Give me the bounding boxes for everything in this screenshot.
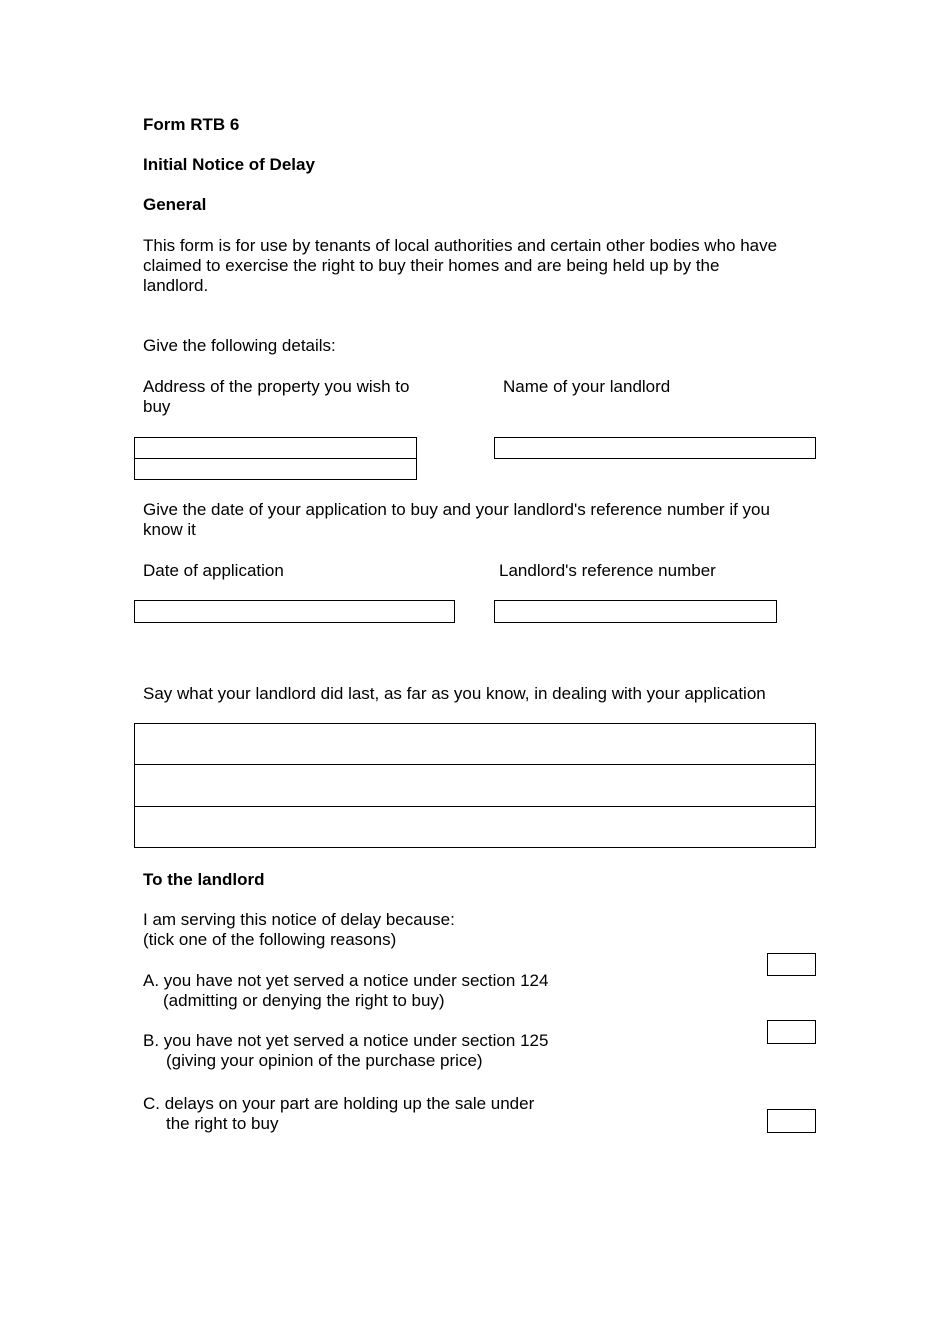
address-field-line-2[interactable]	[134, 458, 417, 480]
reason-b-checkbox[interactable]	[767, 1020, 816, 1044]
address-label-line: Address of the property you wish to	[143, 377, 410, 396]
landlord-name-label: Name of your landlord	[503, 377, 671, 396]
reference-label: Landlord's reference number	[499, 561, 716, 580]
address-label	[143, 377, 409, 417]
application-instruction-line: know it	[143, 520, 196, 539]
reference-field[interactable]	[494, 600, 777, 623]
address-label-line: buy	[143, 397, 171, 416]
to-landlord-heading: To the landlord	[143, 870, 265, 889]
details-instruction: Give the following details:	[143, 336, 336, 355]
reason-a	[143, 971, 548, 1011]
reason-c	[143, 1094, 534, 1134]
form-subtitle: Initial Notice of Delay	[143, 155, 315, 174]
reason-b-line-2: (giving your opinion of the purchase price)	[166, 1051, 483, 1070]
serving-statement	[143, 910, 455, 950]
intro-line: This form is for use by tenants of local authorities and certain other bodies who have	[143, 236, 778, 255]
intro-paragraph	[143, 236, 777, 296]
application-instruction	[143, 500, 770, 540]
landlord-name-field[interactable]	[494, 437, 816, 459]
reason-c-line-2: the right to buy	[166, 1114, 279, 1133]
date-field[interactable]	[134, 600, 455, 623]
serving-line: I am serving this notice of delay because:	[143, 910, 455, 929]
reason-c-checkbox[interactable]	[767, 1109, 816, 1133]
form-title: Form RTB 6	[143, 115, 240, 134]
intro-line: landlord.	[143, 276, 209, 295]
reason-a-line-2: (admitting or denying the right to buy)	[163, 991, 445, 1010]
last-action-field-line-1[interactable]	[134, 723, 816, 765]
reason-a-checkbox[interactable]	[767, 953, 816, 976]
application-instruction-line: Give the date of your application to buy and your landlord's reference number if you	[143, 500, 770, 519]
last-action-field-line-2[interactable]	[134, 764, 816, 807]
date-label: Date of application	[143, 561, 284, 580]
last-action-instruction: Say what your landlord did last, as far as you know, in dealing with your application	[143, 684, 766, 703]
last-action-field-line-3[interactable]	[134, 806, 816, 848]
intro-line: claimed to exercise the right to buy their homes and are being held up by the	[143, 256, 720, 275]
general-heading: General	[143, 195, 207, 214]
reason-c-line-1: C. delays on your part are holding up the sale under	[143, 1094, 535, 1113]
reason-a-line-1: A. you have not yet served a notice under section 124	[143, 971, 549, 990]
address-field-line-1[interactable]	[134, 437, 417, 459]
serving-line: (tick one of the following reasons)	[143, 930, 397, 949]
reason-b	[143, 1031, 548, 1071]
reason-b-line-1: B. you have not yet served a notice under section 125	[143, 1031, 549, 1050]
